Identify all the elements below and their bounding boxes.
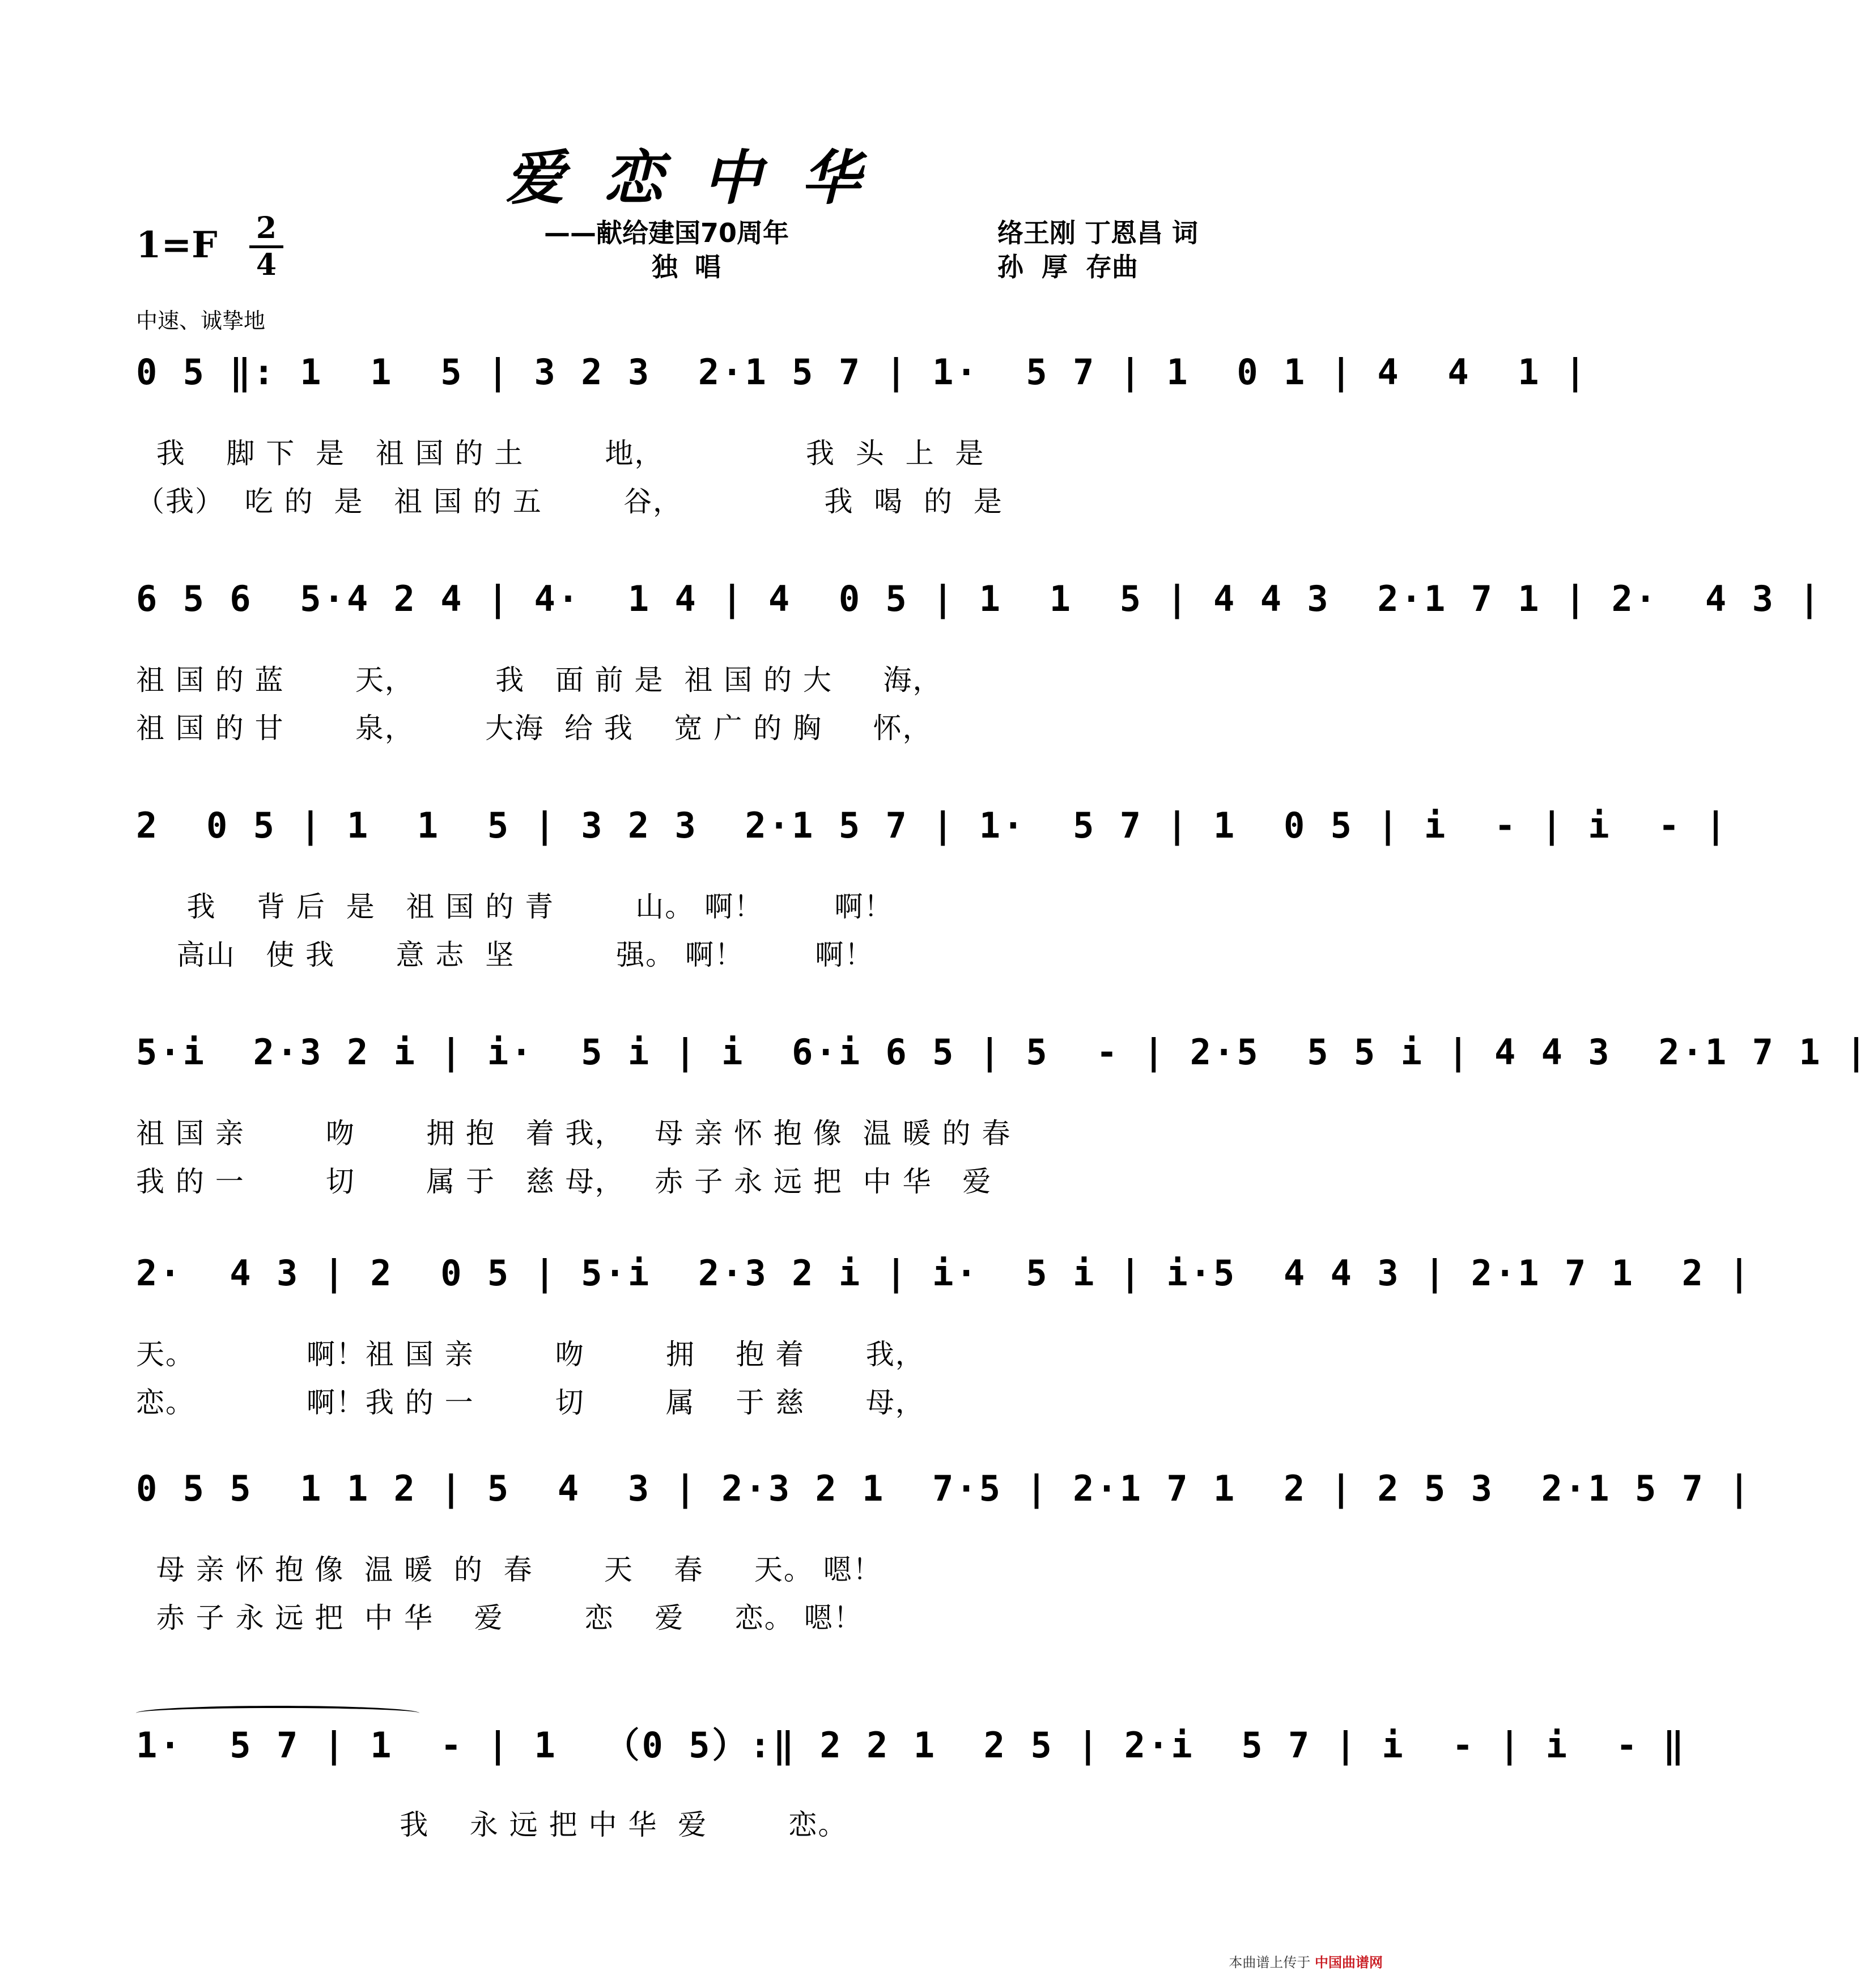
notation-line: 6 5 6 5·4 2 4 | 4· 1 4 | 4 0 5 | 1 1 5 | 4 4 3 2·1 7 1 | 2· 4 3 | <box>136 578 1823 619</box>
lyric-verse-2: 高山 使 我 意 志 坚 强。 啊！ 啊！ <box>136 938 874 971</box>
site-logo-text[interactable]: 中国曲谱网 <box>1315 1955 1383 1970</box>
time-signature-bottom: 4 <box>256 248 277 282</box>
lyric-verse-1: 天。 啊！祖 国 亲 吻 拥 抱 着 我， <box>136 1338 925 1371</box>
lyric-verse-2: 赤 子 永 远 把 中 华 爱 恋 爱 恋。 嗯！ <box>136 1602 863 1634</box>
subtitle: ——献给建国70周年 <box>544 218 789 248</box>
time-signature <box>249 213 283 281</box>
lyric-verse-1: 母 亲 怀 抱 像 温 暖 的 春 天 春 天。 嗯！ <box>136 1553 882 1586</box>
composer-credit: 孙 厚 存曲 <box>997 252 1139 282</box>
lyric-verse-1: 我 永 远 把 中 华 爱 恋。 <box>136 1808 848 1841</box>
lyric-verse-2: 恋。 啊！我 的 一 切 属 于 慈 母， <box>136 1386 925 1419</box>
key-signature: 1=F <box>136 224 218 266</box>
lyric-verse-2: 我 的 一 切 属 于 慈 母， 赤 子 永 远 把 中 华 爱 <box>136 1165 992 1198</box>
lyricist-credit: 络王刚 丁恩昌 词 <box>997 218 1199 248</box>
lyric-verse-1: 祖 国 亲 吻 拥 抱 着 我， 母 亲 怀 抱 像 温 暖 的 春 <box>136 1117 1012 1150</box>
footer-upload-text: 本曲谱上传于 <box>1229 1955 1311 1970</box>
footer-attribution <box>1229 1951 1383 1971</box>
notation-line: 2· 4 3 | 2 0 5 | 5·i 2·3 2 i | i· 5 i | i·5 4 4 3 | 2·1 7 1 2 | <box>136 1252 1752 1294</box>
notation-line: 0 5 ‖: 1 1 5 | 3 2 3 2·1 5 7 | 1· 5 7 | 1 0 1 | 4 4 1 | <box>136 351 1588 393</box>
lyric-verse-1: 我 背 后 是 祖 国 的 青 山。 啊！ 啊！ <box>136 890 894 923</box>
lyric-verse-2: 祖 国 的 甘 泉， 大海 给 我 宽 广 的 胸 怀， <box>136 712 932 745</box>
lyric-verse-2: （我） 吃 的 是 祖 国 的 五 谷， 我 喝 的 是 <box>136 485 1003 518</box>
time-signature-top: 2 <box>256 211 277 245</box>
song-title: 爱恋中华 <box>505 143 900 213</box>
notation-line: 2 0 5 | 1 1 5 | 3 2 3 2·1 5 7 | 1· 5 7 | 1 0 5 | i - | i - | <box>136 805 1729 846</box>
notation-line: 5·i 2·3 2 i | i· 5 i | i 6·i 6 5 | 5 - | 2·5 5 5 i | 4 4 3 2·1 7 1 | <box>136 1031 1869 1073</box>
notation-line: 0 5 5 1 1 2 | 5 4 3 | 2·3 2 1 7·5 | 2·1 7 1 2 | 2 5 3 2·1 5 7 | <box>136 1468 1752 1509</box>
lyric-verse-1: 我 脚 下 是 祖 国 的 土 地， 我 头 上 是 <box>136 437 985 470</box>
tempo-marking: 中速、诚挚地 <box>136 308 266 333</box>
performance-type: 独唱 <box>652 252 738 282</box>
lyric-verse-1: 祖 国 的 蓝 天， 我 面 前 是 祖 国 的 大 海， <box>136 664 942 696</box>
notation-line: 1· 5 7 | 1 - | 1 （0 5）:‖ 2 2 1 2 5 | 2·i 5 7 | i - | i - ‖ <box>136 1724 1687 1766</box>
